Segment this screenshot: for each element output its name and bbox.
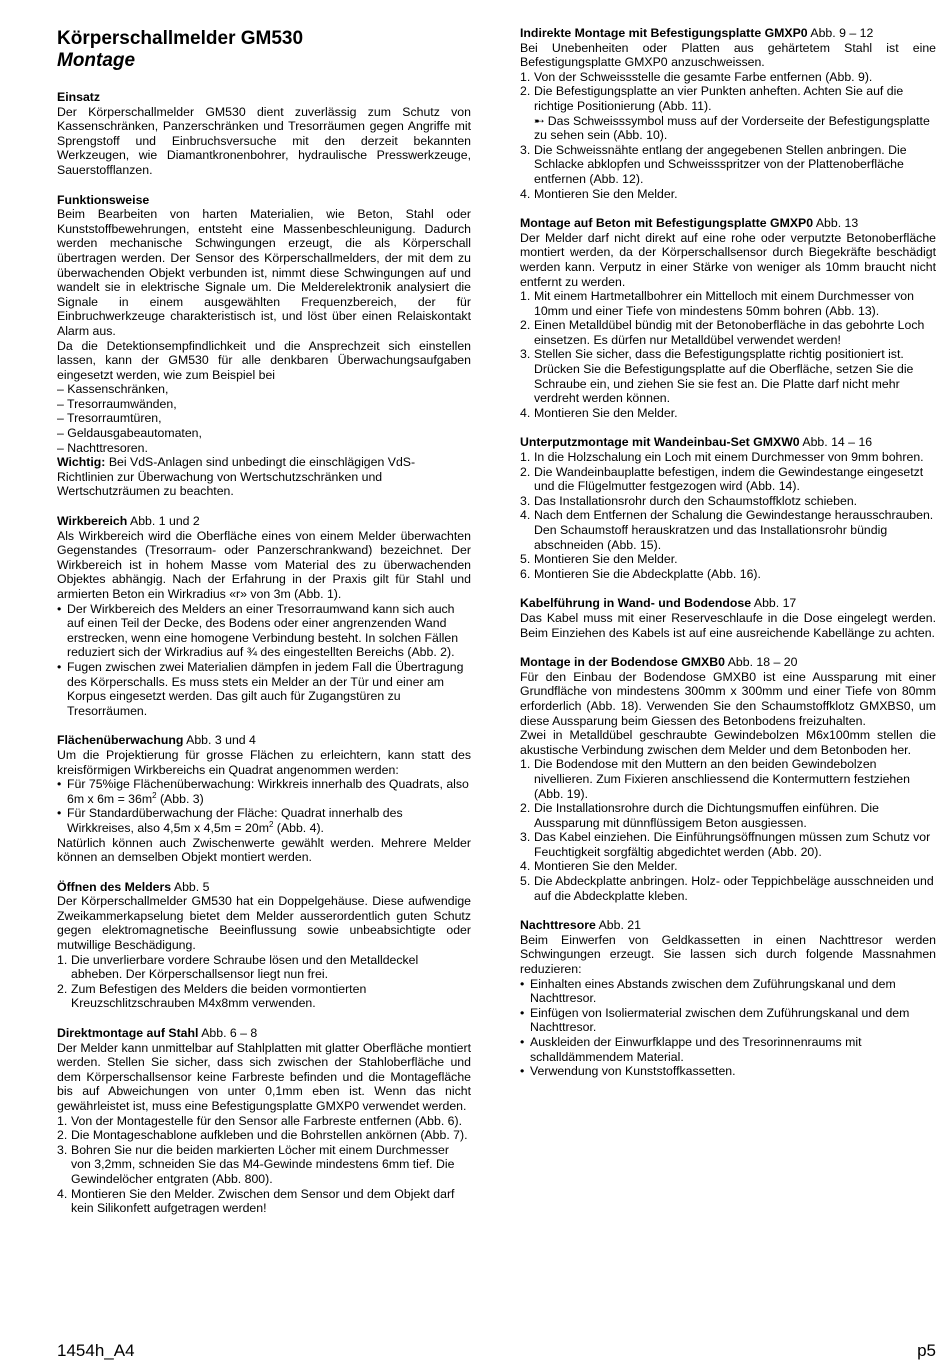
section-heading: Direktmontage auf Stahl [57,1026,199,1041]
paragraph: Natürlich können auch Zwischenwerte gewählt werden. Mehrere Melder können an demselben Objekt montiert werden. [57,835,471,865]
paragraph: Der Körperschallmelder GM530 dient zuverlässig zum Schutz von Kassenschränken, Panzerschränken und Tresorräumen gegen Angriffe mit Sprengstoff und Einbruchsversuche mit den derzeit bekannten Werkzeugen, wie Diamantkronenbohrer, hydraulische Presswerkzeuge, Sauerstofflanzen. [57,104,471,177]
list-item: 4. Montieren Sie den Melder. [520,186,678,201]
list-item: 4. Montieren Sie den Melder. [520,405,678,420]
list-item: 2. Die Wandeinbauplatte befestigen, indem die Gewindestange eingesetzt und die Flügelmutter festgezogen wird (Abb. 14). [520,464,924,494]
numbered-list [57,953,471,1011]
paragraph: Da die Detektionsempfindlichkeit und die Ansprechzeit sich einstellen lassen, kann der GM530 für alle denkbaren Überwachungsaufgaben eingesetzt werden, wie zum Beispiel bei [57,338,471,382]
list-item: • Einfügen von Isoliermaterial zwischen dem Zuführungskanal und dem Nachttresor. [520,1005,910,1035]
bullet-list [57,777,471,835]
list-item: – Tresorraumwänden, [57,396,177,411]
paragraph: Beim Bearbeiten von harten Materialien, wie Beton, Stahl oder Kunststoffbewehrungen, entsteht eine Massenbeschleunigung. Dadurch werden mechanische Schwingungen erzeugt, die als Körperschall übertragen werden. Der Sensor des Körperschallmelders, der mit dem zu überwachenden Objekt verbunden ist, nimmt diese Schwingungen auf und wandelt sie in elektrische Signale um. Die Melderelektronik analysiert die Signale in einem ausgewählten Frequenzbereich, der für Einbruchwerkzeuge charakteristisch ist, und löst über einen Relaiskontakt Alarm aus. [57,207,471,338]
list-item: 5. Die Abdeckplatte anbringen. Holz- oder Teppichbeläge ausschneiden und auf die Abdeckplatte kleben. [520,874,934,903]
figure-ref: Abb. 1 und 2 [127,514,200,529]
section-wirkbereich [57,514,471,718]
list-item: • Für 75%ige Flächenüberwachung: Wirkkreis innerhalb des Quadrats, also 6m x $6m = 36m^2$ (Abb. 3) [57,777,469,806]
section-kabelfuehrung [520,596,936,640]
section-heading: Funktionsweise [57,192,150,207]
list-item: 3. Bohren Sie nur die beiden markierten Löcher mit einem Durchmesser von 3,2mm, schneiden Sie das M4-Gewinde mindestens 6mm tief. Die Gewindelöcher entgraten (Abb. 800). [57,1142,455,1186]
paragraph: Der Melder kann unmittelbar auf Stahlplatten mit glatter Oberfläche montiert werden. Stellen Sie sicher, dass sich zwischen der Stahloberfläche und dem Körperschallsensor keine Farbreste befinden und die Montagefläche bis auf Abweichungen von unter 0,1mm eben ist. Wenn das nicht gewährleistet ist, muss eine Befestigungsplatte GMXP0 verwendet werden. [57,1040,471,1113]
list-item: • Der Wirkbereich des Melders an einer Tresorraumwand kann sich auch auf einen Teil der Decke, des Bodens oder einer angrenzenden Wand erstrecken, wenn eine homogene Verbindung besteht. In solchen Fällen reduziert sich der Wirkradius auf ¾ des eingestellten Bereichs (Abb. 2). [57,601,459,660]
numbered-list [57,1114,471,1216]
numbered-list [520,70,936,201]
bullet-list [57,602,471,719]
list-item: 1. Von der Schweissstelle die gesamte Farbe entfernen (Abb. 9). [520,69,873,84]
paragraph: Als Wirkbereich wird die Oberfläche eines von einem Melder überwachten Gegenstandes (Tresorraum- oder Panzerschrankwand) bezeichnet. Der Wirkbereich ist in hohem Masse vom Material des zu überwachenden Objektes abhängig. Nach der Erfahrung in der Praxis gilt für Stahl und armierten Beton ein Wirkradius «r» von 3m (Abb. 1). [57,528,471,601]
figure-ref: Abb. 3 und 4 [183,733,256,748]
section-indirekte-montage [520,26,936,201]
important-note [57,455,471,499]
bullet-mark: • [57,806,62,821]
section-direktmontage [57,1026,471,1216]
section-flaechenueberwachung [57,733,471,864]
section-einsatz [57,90,471,178]
paragraph: Bei Unebenheiten oder Platten aus gehärtetem Stahl ist eine Befestigungsplatte GMXP0 anzuschweissen. [520,40,936,70]
list-item: 2. Die Montageschablone aufkleben und die Bohrstellen ankörnen (Abb. 7). [57,1128,468,1143]
section-beton [520,216,936,420]
list-item: • Verwendung von Kunststoffkassetten. [520,1064,736,1079]
bullet-list [520,977,936,1079]
list-item: – Geldausgabeautomaten, [57,426,202,441]
section-heading: Montage in der Bodendose GMXB0 [520,655,725,670]
section-heading: Indirekte Montage mit Befestigungsplatte GMXP0 [520,26,808,40]
section-heading: Flächenüberwachung [57,733,184,748]
list-item: – Kassenschränken, [57,382,169,397]
figure-ref: Abb. 21 [595,918,641,933]
paragraph: Der Körperschallmelder GM530 hat ein Doppelgehäuse. Diese aufwendige Zweikammerkapselung bietet dem Melder ausserordentlich guten Schutz gegen elektromagnetische Beeinflussung sowie unbeabsichtigte oder mutwillige Beschädigung. [57,894,471,953]
list-item: – Nachttresoren. [57,440,148,455]
list-item: 3. Stellen Sie sicher, dass die Befestigungsplatte richtig positioniert ist. Drücken Sie die Befestigungsplatte auf die Oberfläche, setzen Sie die Schraube ein, und ziehen Sie sie fest an. Die Platte darf nicht mehr verdreht werden können. [520,347,914,406]
bullet-mark: • [57,659,62,674]
bullet-mark: • [520,976,525,991]
figure-ref: Abb. 17 [751,596,797,611]
list-item: • Einhalten eines Abstands zwischen dem Zuführungskanal und dem Nachttresor. [520,976,896,1006]
bullet-mark: • [57,777,62,792]
figure-ref: Abb. 14 – 16 [799,435,873,450]
list-item: • Fugen zwischen zwei Materialien dämpfen in jedem Fall die Übertragung des Körperschalls. Es muss stets ein Melder an der Tür und einer am Korpus eingesetzt werden. Das gilt auch für Zugangstüren zu Tresorräumen. [57,659,464,718]
list-item: 2. Die Installationsrohre durch die Dichtungsmuffen einführen. Die Aussparung mit dünnflüssigem Beton ausgiessen. [520,801,879,830]
section-nachttresore [520,918,936,1079]
list-item: 3. Die Schweissnähte entlang der angegebenen Stellen anbringen. Die Schlacke abklopfen und Schweissspritzer von der Plattenoberfläche entfernen (Abb. 12). [520,142,907,186]
numbered-list [520,450,936,581]
numbered-list [520,757,936,903]
list-item: 1. In die Holzschalung ein Loch mit einem Durchmesser von 9mm bohren. [520,450,924,465]
right-column [520,26,936,1094]
list-item: 3. Das Kabel einziehen. Die Einführungsöffnungen müssen zum Schutz vor Feuchtigkeit sorgfältig abgedichtet werden (Abb. 20). [520,830,931,859]
figure-ref: Abb. 6 – 8 [198,1026,258,1041]
list-item: 2. Zum Befestigen des Melders die beiden vormontierten Kreuzschlitzschrauben M4x8mm verwenden. [57,981,367,1011]
bullet-mark: • [520,1005,525,1020]
list-item: 5. Montieren Sie den Melder. [520,552,678,567]
section-oeffnen [57,880,471,1011]
section-heading: Einsatz [57,90,101,104]
left-column [57,28,471,1231]
section-heading: Wirkbereich [57,514,128,529]
list-item: 2. Einen Metalldübel bündig mit der Betonoberfläche in das gebohrte Loch einsetzen. Es dürfen nur Metalldübel verwendet werden! [520,318,925,347]
section-heading: Kabelführung in Wand- und Bodendose [520,596,752,611]
figure-ref: Abb. 5 [171,879,210,894]
paragraph: Um die Projektierung für grosse Flächen zu erleichtern, kann statt des kreisförmigen Wirkbereichs ein Quadrat angenommen werden: [57,747,471,777]
paragraph: Der Melder darf nicht direkt auf eine rohe oder verputzte Betonoberfläche montiert werden, da der Körperschallsensor durch Biegekräfte beschädigt werden kann. Verputz in einer Stärke von weniger als 10mm braucht nicht entfernt zu werden. [520,230,936,289]
document-title: Körperschallmelder GM530 [57,28,304,49]
bullet-mark: • [57,601,62,616]
list-item: 2. Die Befestigungsplatte an vier Punkten anheften. Achten Sie auf die richtige Positionierung (Abb. 11). ➸ Das Schweisssymbol muss auf der Vorderseite der Befestigungsplatte zu sehen sein (Abb. 10). [520,84,930,143]
footer-doc-id: 1454h_A4 [57,1341,135,1360]
list-item: 1. Von der Montagestelle für den Sensor alle Farbreste entfernen (Abb. 6). [57,1113,462,1128]
figure-ref: Abb. 18 – 20 [724,655,798,670]
list-item: – Tresorraumtüren, [57,411,162,426]
list-item: 4. Montieren Sie den Melder. [520,859,678,874]
footer-page-number: p5 [917,1341,936,1360]
section-heading: Unterputzmontage mit Wandeinbau-Set GMXW0 [520,435,800,450]
section-funktionsweise [57,193,471,499]
section-heading: Montage auf Beton mit Befestigungsplatte GMXP0 [520,216,814,231]
paragraph: Für den Einbau der Bodendose GMXB0 ist eine Aussparung mit einer Grundfläche von mindestens 300mm x 300mm und einer Tiefe von 80mm erforderlich (Abb. 18). Verwenden Sie den Schaumstoffklotz GMXBS0, um diese Aussparung beim Giessen des Betonbodens freizuhalten. [520,669,936,728]
list-item: 4. Montieren Sie den Melder. Zwischen dem Sensor und dem Objekt darf kein Silikonfett aufgetragen werden! [57,1186,455,1216]
section-heading: Nachttresore [520,918,596,933]
list-item: • Für Standardüberwachung der Fläche: Quadrat innerhalb des Wirkkreises, also 4,5m x $4,5m = 20m^2$ (Abb. 4). [57,806,403,835]
paragraph: Das Kabel muss mit einer Reserveschlaufe in die Dose eingelegt werden. Beim Einziehen des Kabels ist auf eine ausreichende Kabellänge zu achten. [520,610,936,640]
list-item: 6. Montieren Sie die Abdeckplatte (Abb. 16). [520,566,761,581]
paragraph: Zwei in Metalldübel geschraubte Gewindebolzen M6x100mm stellen die akustische Verbindung zwischen dem Melder und dem Betonboden her. [520,728,936,757]
paragraph: Beim Einwerfen von Geldkassetten in einen Nachttresor werden Schwingungen erzeugt. Sie lassen sich durch folgende Massnahmen reduzieren: [520,932,936,977]
note-arrow: ➸ Das Schweisssymbol muss auf der Vorderseite der Befestigungsplatte zu sehen sein (Abb. 10). [534,113,930,143]
bullet-mark: • [520,1035,525,1049]
list-item: 1. Die unverlierbare vordere Schraube lösen und den Metalldeckel abheben. Der Körperschallsensor liegt nun frei. [57,952,419,982]
list-item: 3. Das Installationsrohr durch den Schaumstoffklotz schieben. [520,493,858,508]
important-label: Wichtig: [57,455,106,470]
list-item: • Auskleiden der Einwurfklappe und des Tresorinnenraums mit schalldämmendem Material. [520,1035,862,1064]
section-unterputz [520,435,936,581]
numbered-list [520,289,936,420]
figure-ref: Abb. 9 – 12 [807,26,874,40]
dash-list [57,382,471,455]
list-item: 4. Nach dem Entfernen der Schalung die Gewindestange herausschrauben. Den Schaumstoff herauskratzen und das Installationsrohr bündig abschneiden (Abb. 15). [520,508,934,552]
document-subtitle: Montage [57,50,136,71]
section-bodendose [520,655,936,903]
bullet-mark: • [520,1064,525,1079]
list-item: 1. Die Bodendose mit den Muttern an den beiden Gewindebolzen nivellieren. Zum Fixieren anschliessend die Kontermuttern festziehen (Abb. 19). [520,757,910,801]
figure-ref: Abb. 13 [813,216,859,231]
section-heading: Öffnen des Melders [57,879,172,894]
important-text: Bei VdS-Anlagen sind unbedingt die einschlägigen VdS-Richtlinien zur Überwachung von Wertschutzschränken und Wertschutzräumen zu beachten. [57,455,416,499]
list-item: 1. Mit einem Hartmetallbohrer ein Mittelloch mit einem Durchmesser von 10mm und einer Tiefe von mindestens 50mm bohren (Abb. 13). [520,289,914,318]
